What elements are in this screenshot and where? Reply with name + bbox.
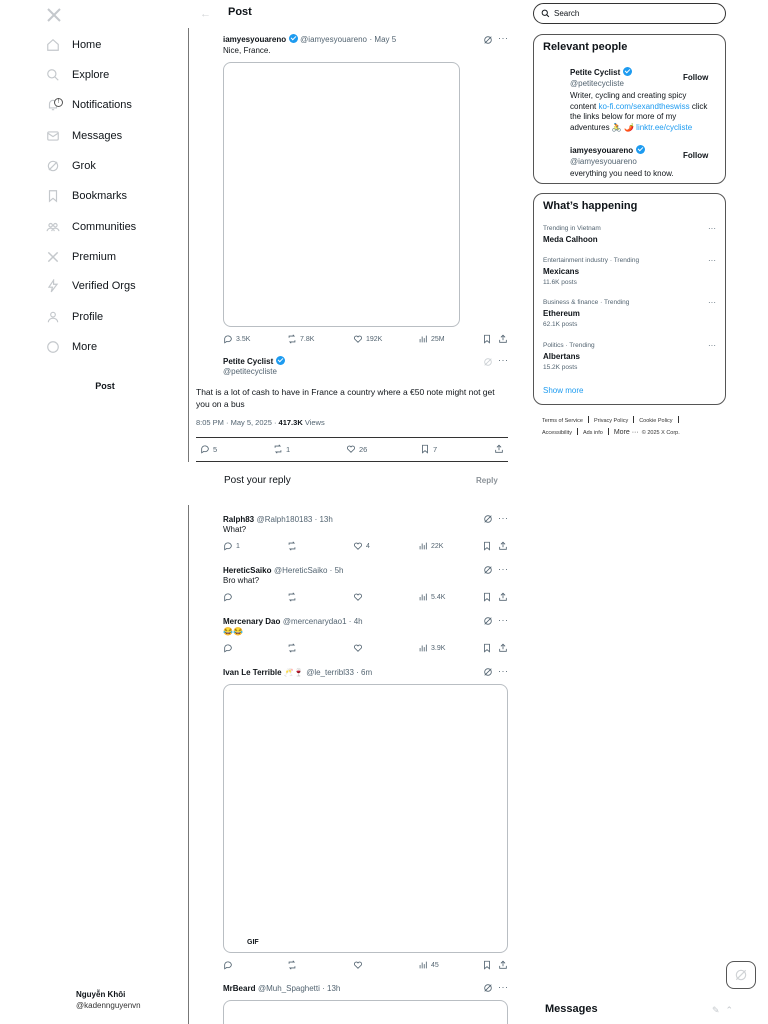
lightning-icon <box>46 279 60 293</box>
repost-icon <box>287 541 297 551</box>
views-action[interactable] <box>418 334 445 344</box>
reply-meta[interactable]: @Muh_Spaghetti · 13h <box>257 984 341 993</box>
like-action[interactable] <box>353 592 366 602</box>
nav-messages-label: Messages <box>72 130 123 142</box>
bookmark-icon <box>482 643 492 653</box>
parent-post-header: iamyesyouareno @iamyesyouareno · May 5 <box>223 35 397 44</box>
views-count: 22K <box>431 542 444 550</box>
more-circle-icon <box>46 340 60 354</box>
bio-line: content <box>570 101 599 111</box>
repost-action[interactable] <box>273 444 290 454</box>
trend-meta: Business & finance · Trending <box>543 299 630 306</box>
footer-row <box>542 416 684 424</box>
like-action[interactable] <box>353 334 382 344</box>
bookmark-icon <box>482 334 492 344</box>
nav-bookmarks[interactable] <box>46 185 128 207</box>
nav-more-label: More <box>72 341 98 353</box>
person-bio: everything you need to know. <box>570 169 674 178</box>
replies-line <box>188 505 189 1024</box>
footer-link[interactable]: Ads info <box>582 430 603 436</box>
nav-explore-label: Explore <box>72 69 110 81</box>
person-name[interactable]: iamyesyouareno <box>570 146 634 155</box>
parent-post-text: Nice, France. <box>223 46 271 55</box>
bell-icon <box>46 98 60 112</box>
share-icon <box>498 592 508 602</box>
footer-link[interactable]: Terms of Service <box>542 418 583 424</box>
follow-button[interactable]: Follow <box>683 73 709 82</box>
main-post-views: 417.3K <box>278 418 303 427</box>
nav-more[interactable] <box>46 336 98 358</box>
trend-name: Ethereum <box>543 309 580 318</box>
share-action[interactable] <box>498 960 511 970</box>
repost-icon <box>273 444 283 454</box>
account-switcher[interactable] <box>76 990 141 1010</box>
bio-line: adventures 🚴 🌶️ <box>570 122 637 132</box>
more-options-icon[interactable]: ··· <box>498 615 509 625</box>
bookmark-action[interactable] <box>482 541 495 551</box>
reply-header <box>223 616 363 626</box>
person-icon <box>46 310 60 324</box>
notification-badge: ! <box>54 98 63 107</box>
main-post-timestamp[interactable]: 8:05 PM · May 5, 2025 · <box>196 418 279 427</box>
parent-post-date[interactable]: May 5 <box>374 35 397 44</box>
trend-count: 11.6K posts <box>543 279 577 286</box>
reply-media[interactable] <box>223 1000 508 1024</box>
repost-action[interactable] <box>287 541 300 551</box>
reply-actions <box>223 960 513 972</box>
footer-copyright: © 2025 X Corp. <box>641 430 680 436</box>
bookmark-icon <box>482 960 492 970</box>
like-action[interactable] <box>346 444 367 454</box>
reply-gif-media[interactable] <box>223 684 508 953</box>
reply-actions <box>223 643 513 655</box>
footer-row <box>542 428 680 436</box>
repost-count: 1 <box>286 444 291 454</box>
bio-link[interactable]: linktr.ee/cycliste <box>636 122 693 132</box>
reply-count: 1 <box>236 542 240 550</box>
nav-grok[interactable] <box>46 155 96 177</box>
heart-icon <box>346 444 356 454</box>
search-bar[interactable] <box>533 3 726 24</box>
reply-action[interactable] <box>200 444 217 454</box>
reply-icon <box>223 592 233 602</box>
main-post-text: That is a lot of cash to have in France a country where a €50 note might not get you on a bus <box>196 387 495 409</box>
reply-meta[interactable]: @le_terribl33 · 6m <box>306 668 373 677</box>
verified-badge-icon <box>636 145 645 154</box>
main-post-header <box>223 356 285 366</box>
grok-icon <box>46 159 60 173</box>
views-icon <box>418 592 428 602</box>
back-arrow-icon[interactable]: ← <box>200 8 211 20</box>
nav-profile-label: Profile <box>72 311 104 323</box>
post-button[interactable]: Post <box>95 381 115 391</box>
grok-icon[interactable] <box>483 983 493 993</box>
nav-premium-label: Premium <box>72 251 117 263</box>
share-action[interactable] <box>498 334 511 344</box>
grok-icon[interactable] <box>483 35 493 45</box>
nav-premium[interactable] <box>46 246 117 268</box>
reply-action[interactable] <box>223 960 236 970</box>
reply-button[interactable]: Reply <box>476 476 498 485</box>
more-options-icon[interactable]: ··· <box>708 256 716 265</box>
heart-icon <box>353 960 363 970</box>
nav-notifications-label: Notifications <box>72 99 132 111</box>
bookmark-icon <box>46 189 60 203</box>
bio-line: the links below for more of my <box>570 112 677 121</box>
divider <box>196 461 508 462</box>
gif-label: GIF <box>247 939 259 946</box>
trend-count: 15.2K posts <box>543 364 578 371</box>
nav-verified-orgs[interactable] <box>46 275 136 297</box>
more-options-icon[interactable]: ··· <box>708 298 716 307</box>
like-count: 4 <box>366 542 370 550</box>
reply-count: 3.5K <box>236 335 251 343</box>
views-count: 25M <box>431 335 445 343</box>
trend-name: Meda Calhoon <box>543 235 598 244</box>
x-logo-icon[interactable] <box>46 7 62 23</box>
reply-text: 😂😂 <box>223 627 243 636</box>
left-sidebar <box>0 0 188 1024</box>
views-action[interactable] <box>418 541 443 551</box>
account-handle: @kadennguyenvn <box>76 1001 141 1010</box>
share-action[interactable] <box>498 541 511 551</box>
home-icon <box>46 38 60 52</box>
nav-profile[interactable] <box>46 306 104 328</box>
grok-icon[interactable] <box>483 616 493 626</box>
nav-verified-orgs-label: Verified Orgs <box>72 280 136 292</box>
more-options-icon[interactable]: ··· <box>498 564 509 574</box>
reply-action[interactable] <box>223 541 240 551</box>
heart-icon <box>353 334 363 344</box>
grok-icon[interactable] <box>483 514 493 524</box>
main-post-meta <box>196 418 325 427</box>
footer-link[interactable]: Privacy Policy <box>593 418 629 424</box>
bookmark-count: 7 <box>433 444 438 454</box>
repost-icon <box>287 592 297 602</box>
main-post-actions <box>200 444 510 456</box>
repost-action[interactable] <box>287 592 300 602</box>
more-options-icon[interactable]: ··· <box>498 33 509 43</box>
share-icon <box>498 334 508 344</box>
person-handle: @iamyesyouareno <box>570 157 637 166</box>
footer-more[interactable]: More ··· <box>613 429 639 436</box>
reply-header <box>223 983 340 993</box>
reply-icon <box>223 960 233 970</box>
verified-badge-icon <box>289 34 298 43</box>
trend-meta: Trending in Vietnam <box>543 225 601 232</box>
reply-text: Bro what? <box>223 576 260 585</box>
reply-count: 5 <box>213 444 218 454</box>
reply-action[interactable] <box>223 592 236 602</box>
reply-icon <box>223 541 233 551</box>
parent-post-author[interactable]: iamyesyouareno <box>223 35 287 44</box>
reply-meta[interactable]: @mercenarydao1 · 4h <box>282 617 363 626</box>
views-icon <box>418 334 428 344</box>
nav-communities-label: Communities <box>72 221 137 233</box>
envelope-icon <box>46 129 60 143</box>
person-handle: @petitecycliste <box>570 79 624 88</box>
nav-grok-label: Grok <box>72 160 96 172</box>
trend-meta: Entertainment industry · Trending <box>543 257 640 264</box>
more-options-icon[interactable]: ··· <box>498 666 509 676</box>
page-title: Post <box>228 6 252 18</box>
reply-action[interactable] <box>223 334 250 344</box>
share-action[interactable] <box>498 592 511 602</box>
nav-explore[interactable] <box>46 64 110 86</box>
reply-meta[interactable]: @HereticSaiko · 5h <box>273 566 344 575</box>
like-action[interactable] <box>353 643 366 653</box>
trends-card <box>533 193 726 405</box>
views-action[interactable] <box>418 592 445 602</box>
share-icon <box>498 541 508 551</box>
trend-name: Mexicans <box>543 267 580 276</box>
reply-icon <box>223 334 233 344</box>
reply-actions <box>223 592 513 604</box>
footer-link[interactable]: Cookie Policy <box>639 418 673 424</box>
share-icon <box>498 960 508 970</box>
reply-header <box>223 667 372 677</box>
bookmark-action[interactable] <box>482 592 495 602</box>
share-icon <box>498 643 508 653</box>
repost-action[interactable] <box>287 334 314 344</box>
footer-link[interactable]: Accessibility <box>542 430 572 436</box>
bookmark-action[interactable] <box>420 444 437 454</box>
more-options-icon[interactable]: ··· <box>498 355 509 365</box>
parent-post-media[interactable] <box>223 62 460 327</box>
thread-line <box>188 28 189 462</box>
person-bio <box>570 91 720 133</box>
heart-icon <box>353 541 363 551</box>
reply-icon <box>223 643 233 653</box>
share-icon <box>494 444 504 454</box>
views-count: 45 <box>431 961 439 969</box>
reply-actions <box>223 541 513 553</box>
bio-line: click <box>689 101 708 111</box>
share-action[interactable] <box>498 643 511 653</box>
show-more-link[interactable]: Show more <box>543 386 584 395</box>
bookmark-action[interactable] <box>482 334 495 344</box>
reply-text: What? <box>223 525 247 534</box>
follow-button[interactable]: Follow <box>683 151 709 160</box>
reply-author[interactable]: MrBeard <box>223 984 256 993</box>
reply-meta[interactable]: @Ralph180183 · 13h <box>256 515 333 524</box>
trends-title: What’s happening <box>543 200 638 212</box>
grok-icon[interactable] <box>483 667 493 677</box>
search-input[interactable] <box>554 9 714 18</box>
grok-icon[interactable] <box>483 357 493 367</box>
views-icon <box>418 541 428 551</box>
relevant-people-card <box>533 34 726 184</box>
nav-home-label: Home <box>72 39 102 51</box>
compose-message-icon[interactable]: ✎ <box>712 1005 726 1015</box>
heart-icon <box>353 592 363 602</box>
repost-count: 7.8K <box>300 335 315 343</box>
nav-notifications[interactable] <box>46 94 132 116</box>
trend-count: 62.1K posts <box>543 321 578 328</box>
x-icon <box>46 250 60 264</box>
bio-link[interactable]: ko-fi.com/sexandtheswiss <box>598 101 690 111</box>
main-post-views-label: Views <box>302 418 325 427</box>
nav-messages[interactable] <box>46 125 123 147</box>
bio-line: Writer, cycling and creating spicy <box>570 91 687 100</box>
grok-icon[interactable] <box>483 565 493 575</box>
bookmark-action[interactable] <box>482 643 495 653</box>
like-action[interactable] <box>353 960 366 970</box>
nav-bookmarks-label: Bookmarks <box>72 190 128 202</box>
reply-icon <box>200 444 210 454</box>
messages-drawer-icons <box>712 1005 739 1016</box>
bookmark-icon <box>420 444 430 454</box>
trend-meta: Politics · Trending <box>543 342 595 349</box>
reply-composer-input[interactable]: Post your reply <box>224 475 291 486</box>
nav-communities[interactable] <box>46 216 137 238</box>
more-options-icon[interactable]: ··· <box>498 513 509 523</box>
share-action[interactable] <box>494 444 507 454</box>
repost-action[interactable] <box>287 643 300 653</box>
views-count: 3.9K <box>431 644 446 652</box>
heart-icon <box>353 643 363 653</box>
reply-author[interactable]: Ralph83 <box>223 515 255 524</box>
relevant-people-title: Relevant people <box>543 41 628 53</box>
repost-icon <box>287 334 297 344</box>
main-post-author[interactable]: Petite Cyclist <box>223 357 274 366</box>
bookmark-icon <box>482 541 492 551</box>
account-name: Nguyễn Khôi <box>76 990 126 999</box>
parent-post-handle[interactable]: @iamyesyouareno <box>300 35 367 44</box>
reply-author[interactable]: Mercenary Dao <box>223 617 281 626</box>
verified-badge-icon <box>623 67 632 76</box>
expand-icon[interactable]: ⌃ <box>725 1005 740 1015</box>
views-action[interactable] <box>418 960 439 970</box>
reply-header <box>223 565 343 575</box>
more-options-icon[interactable]: ··· <box>708 341 716 350</box>
views-icon <box>418 960 428 970</box>
verified-badge-icon <box>276 356 285 365</box>
views-icon <box>418 643 428 653</box>
views-action[interactable] <box>418 643 445 653</box>
bookmark-action[interactable] <box>482 960 495 970</box>
like-action[interactable] <box>353 541 370 551</box>
repost-icon <box>287 643 297 653</box>
views-count: 5.4K <box>431 593 446 601</box>
parent-post-actions <box>223 334 513 346</box>
main-post-handle[interactable]: @petitecycliste <box>223 367 277 376</box>
bookmark-icon <box>482 592 492 602</box>
grok-icon <box>734 968 748 982</box>
reply-header <box>223 514 333 524</box>
more-options-icon[interactable]: ··· <box>498 982 509 992</box>
nav-home[interactable] <box>46 34 102 56</box>
communities-icon <box>46 220 60 234</box>
repost-icon <box>287 960 297 970</box>
messages-drawer-title[interactable]: Messages <box>545 1003 598 1015</box>
trend-name: Albertans <box>543 352 580 361</box>
reply-author[interactable]: Ivan Le Terrible 🥂🍷 <box>223 668 304 677</box>
repost-action[interactable] <box>287 960 300 970</box>
like-count: 26 <box>359 444 368 454</box>
divider <box>196 437 508 438</box>
like-count: 192K <box>366 335 383 343</box>
grok-floating-button[interactable] <box>726 961 756 989</box>
search-icon <box>541 9 550 18</box>
person-name[interactable]: Petite Cyclist <box>570 68 621 77</box>
more-options-icon[interactable]: ··· <box>708 224 716 233</box>
reply-action[interactable] <box>223 643 236 653</box>
search-icon <box>46 68 60 82</box>
reply-author[interactable]: HereticSaiko <box>223 566 272 575</box>
